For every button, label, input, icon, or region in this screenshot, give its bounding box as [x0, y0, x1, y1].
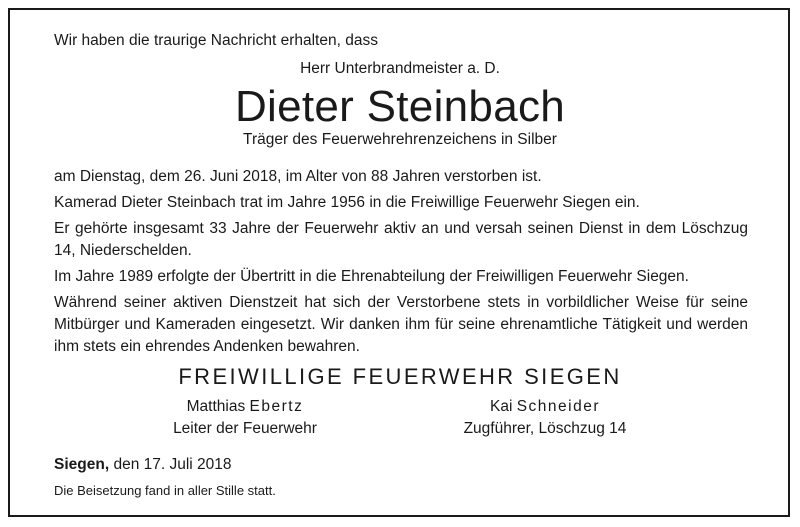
date-text: den 17. Juli 2018: [113, 456, 232, 473]
signatory-right: [415, 396, 675, 440]
honor-line: Träger des Feuerwehrehrenzeichens in Silber: [243, 131, 557, 148]
signatory-name: [115, 396, 375, 418]
signatory-first-name: Matthias: [186, 398, 246, 415]
intro-text: Wir haben die traurige Nachricht erhalten, dass: [54, 32, 378, 49]
joined-paragraph: Kamerad Dieter Steinbach trat im Jahre 1956 in die Freiwillige Feuerwehr Siegen ein.: [54, 194, 640, 211]
signatory-last-name: Ebertz: [249, 398, 304, 415]
tribute-paragraph: Während seiner aktiven Dienstzeit hat sich der Verstorbene stets in vorbildlicher Weise für seine Mitbürger und Kameraden eingesetzt. Wir danken ihm für seine ehrenamtliche Tätigkeit und werden ihm stets ein ehrendes Andenken bewahren.: [54, 294, 748, 355]
place-name: Siegen,: [54, 456, 110, 473]
organization-name: FREIWILLIGE FEUERWEHR SIEGEN: [178, 364, 622, 389]
rank-title: Herr Unterbrandmeister a. D.: [300, 60, 500, 77]
death-paragraph: am Dienstag, dem 26. Juni 2018, im Alter von 88 Jahren verstorben ist.: [54, 168, 542, 185]
signatory-left: [115, 396, 375, 440]
signatory-role: Zugführer, Löschzug 14: [463, 420, 627, 437]
signatory-name: [415, 396, 675, 418]
place-date-line: [54, 456, 232, 474]
service-paragraph: Er gehörte insgesamt 33 Jahre der Feuerwehr aktiv an und versah seinen Dienst in dem Löschzug 14, Niederschelden.: [54, 220, 748, 259]
burial-note: Die Beisetzung fand in aller Stille statt.: [54, 483, 276, 498]
transfer-paragraph: Im Jahre 1989 erfolgte der Übertritt in die Ehrenabteilung der Freiwilligen Feuerwehr Siegen.: [54, 268, 689, 285]
signatory-first-name: Kai: [489, 398, 513, 415]
signatory-last-name: Schneider: [516, 398, 600, 415]
signatory-role: Leiter der Feuerwehr: [173, 420, 317, 437]
deceased-name: Dieter Steinbach: [234, 82, 566, 131]
